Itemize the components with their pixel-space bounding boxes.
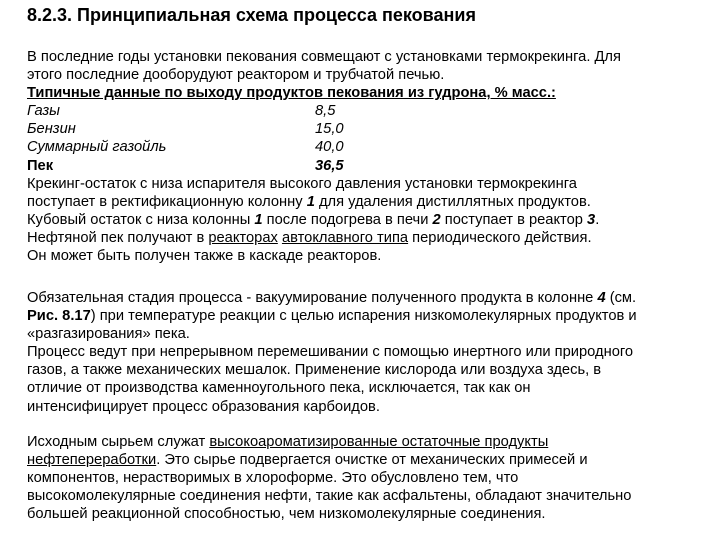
para3-line-1 — [27, 433, 699, 451]
para3-line-4: высокомолекулярные соединения нефти, такие как асфальтены, обладают значительно — [27, 488, 632, 505]
text: периодического действия. — [408, 229, 592, 246]
para1-line-2 — [27, 193, 699, 211]
text: . — [595, 211, 600, 228]
figure-ref: Рис. 8.17 — [27, 308, 91, 325]
para1-line-4 — [27, 229, 699, 247]
yield-value: 15,0 — [315, 121, 344, 138]
para2-line-1 — [27, 289, 699, 307]
text: ) при температуре реакции с целью испарения низкомолекулярных продуктов и — [90, 308, 637, 325]
para1-line-3 — [27, 211, 699, 229]
para2-line-5: газов, а также механических мешалок. Применение кислорода или воздуха здесь, в — [27, 362, 602, 379]
text: Нефтяной пек получают в — [27, 229, 209, 246]
text: . Это сырье подвергается очистке от механических примесей и — [156, 452, 588, 469]
ref-number: 4 — [597, 290, 606, 306]
link-autoclave-type[interactable]: автоклавного типа — [281, 229, 409, 246]
intro-line-2: этого последние дооборудуют реактором и трубчатой печью. — [27, 67, 445, 84]
text: после подогрева в печи — [262, 211, 433, 228]
para3-block — [27, 433, 699, 523]
yield-row-gasoline — [27, 120, 699, 138]
para2-line-2 — [27, 307, 699, 325]
link-aromatic-residues[interactable]: высокоароматизированные остаточные продукты — [209, 434, 549, 450]
text: (см. — [605, 290, 637, 306]
ref-number: 3 — [587, 211, 596, 228]
para3-line-2 — [27, 451, 699, 469]
yield-name: Пек — [27, 157, 54, 174]
yield-row-gasoil — [27, 138, 699, 156]
yield-name: Бензин — [27, 121, 76, 138]
yield-value: 36,5 — [315, 157, 344, 174]
ref-number: 1 — [254, 211, 263, 228]
yield-row-gases — [27, 102, 699, 120]
text: поступает в ректификационную колонну — [27, 193, 307, 210]
para1-line-1: Крекинг-остаток с низа испарителя высокого давления установки термокрекинга — [27, 175, 577, 192]
para2-line-6: отличие от производства каменноугольного пека, исключается, так как он — [27, 380, 531, 397]
ref-number: 2 — [432, 211, 441, 228]
para2-line-4: Процесс ведут при непрерывном перемешивании с помощью инертного или природного — [27, 344, 634, 361]
text: Кубовый остаток с низа колонны — [27, 211, 255, 228]
intro-block — [27, 48, 699, 265]
text: Обязательная стадия процесса - вакуумирование полученного продукта в колонне — [27, 290, 598, 306]
para2-line-7: интенсифицирует процесс образования карбоидов. — [27, 398, 380, 415]
para2-block — [27, 289, 699, 416]
intro-line-1: В последние годы установки пекования совмещают с установками термокрекинга. Для — [27, 49, 621, 65]
yield-row-pitch — [27, 157, 699, 175]
yield-table-heading: Типичные данные по выходу продуктов пекования из гудрона, % масс.: — [27, 85, 556, 102]
yield-name: Газы — [27, 103, 60, 120]
link-refining[interactable]: нефтепереработки — [27, 452, 157, 469]
para2-line-3: «разгазирования» пека. — [27, 326, 190, 343]
yield-value: 40,0 — [315, 139, 344, 156]
text: Исходным сырьем служат — [27, 434, 210, 450]
para3-line-5: большей реакционной способностью, чем низкомолекулярные соединения. — [27, 506, 546, 523]
section-title: 8.2.3. Принципиальная схема процесса пекования — [27, 5, 476, 25]
link-reactors[interactable]: реакторах — [208, 229, 278, 246]
para3-line-3: компонентов, нерастворимых в хлороформе. Это обусловлено тем, что — [27, 470, 519, 487]
yield-name: Суммарный газойль — [27, 139, 167, 156]
text: поступает в реактор — [440, 211, 588, 228]
ref-number: 1 — [306, 193, 315, 210]
text: для удаления дистиллятных продуктов. — [314, 193, 591, 210]
para1-line-5: Он может быть получен также в каскаде реакторов. — [27, 248, 382, 265]
yield-value: 8,5 — [315, 103, 336, 120]
